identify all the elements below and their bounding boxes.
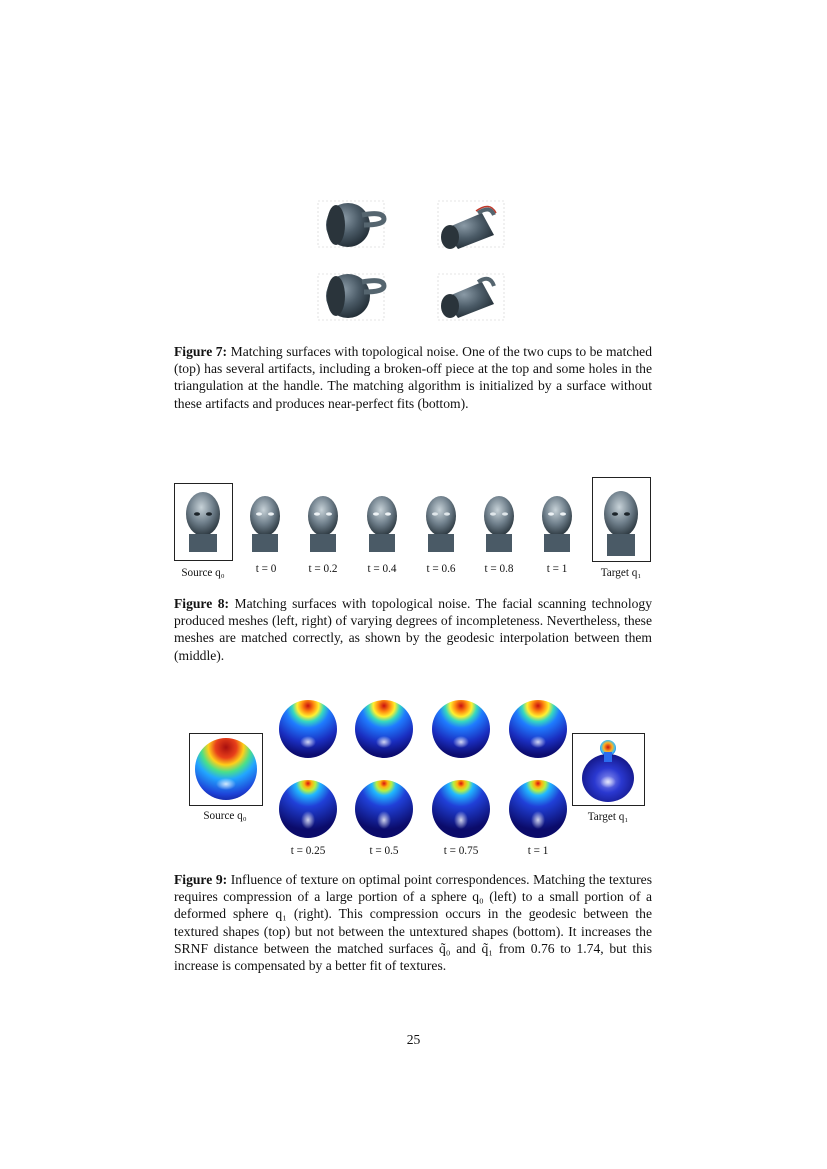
figure-8-source-label: Source q₀ — [181, 567, 225, 579]
sphere-bottom-t05 — [353, 778, 415, 840]
figure-8-text: Matching surfaces with topological noise. The facial scanning technology produced meshes (left, right) of varying degrees of incompleteness. Nevertheless, these meshes are matched correctly, as shown by the geodesic interpolation between them (middle). — [174, 596, 653, 663]
page-number: 25 — [406, 1032, 421, 1047]
figure-8-t-label-1: t = 0.2 — [308, 563, 338, 575]
face-t0 — [244, 490, 286, 554]
figure-8-t-label-5: t = 1 — [546, 563, 568, 575]
face-t02 — [302, 490, 344, 554]
figure-9-caption — [174, 871, 652, 974]
cup-source-top — [312, 195, 392, 255]
face-target-frame — [592, 477, 651, 562]
figure-8-t-label-2: t = 0.4 — [367, 563, 397, 575]
face-source-frame — [174, 483, 233, 561]
figure-9-t-label-1: t = 0.5 — [369, 845, 399, 857]
figure-8-target-label: Target q₁ — [600, 567, 642, 579]
figure-9-source-label: Source q₀ — [203, 810, 247, 822]
cup-source-bottom — [312, 268, 392, 328]
face-t1 — [536, 490, 578, 554]
figure-7-text: Matching surfaces with topological noise. One of the two cups to be matched (top) has several artifacts, including a broken-off piece at the top and some holes in the triangulation at the handle. The matching algorithm is initialized by a surface without these artifacts and produces near-perfect fits (bottom). — [174, 344, 653, 411]
face-t08 — [478, 490, 520, 554]
figure-8-t-label-3: t = 0.6 — [426, 563, 456, 575]
sphere-top-t025 — [277, 698, 339, 760]
figure-9-target-label: Target q₁ — [587, 811, 629, 823]
figure-8-caption — [174, 595, 652, 664]
figure-8-t-label-4: t = 0.8 — [484, 563, 514, 575]
sphere-source-frame — [189, 733, 263, 806]
sphere-top-t1 — [507, 698, 569, 760]
sphere-target-frame — [572, 733, 645, 806]
sphere-bottom-t075 — [430, 778, 492, 840]
figure-8-t-label-0: t = 0 — [255, 563, 277, 575]
sphere-bottom-t1 — [507, 778, 569, 840]
figure-8-label: Figure 8: — [174, 596, 230, 611]
figure-7-label: Figure 7: — [174, 344, 228, 359]
figure-9-text: Influence of texture on optimal point correspondences. Matching the textures requires compression of a large portion of a sphere q₀ (left) to a small portion of a deformed sphere q₁ (right). This compression occurs in the geodesic between the textured shapes (top) but not between the untextured shapes (bottom). It increases the SRNF distance between the matched surfaces q̃₀ and q̃₁ from 0.76 to 1.74, but this increase is compensated by a better fit of textures. — [174, 872, 653, 974]
figure-7-caption — [174, 343, 652, 412]
figure-9-t-label-0: t = 0.25 — [290, 845, 326, 857]
sphere-bottom-t025 — [277, 778, 339, 840]
cup-target-top — [432, 195, 512, 255]
sphere-top-t05 — [353, 698, 415, 760]
cup-target-bottom — [432, 268, 512, 328]
sphere-top-t075 — [430, 698, 492, 760]
figure-9-t-label-2: t = 0.75 — [443, 845, 479, 857]
face-t04 — [361, 490, 403, 554]
face-t06 — [420, 490, 462, 554]
figure-9-t-label-3: t = 1 — [527, 845, 549, 857]
figure-9-label: Figure 9: — [174, 872, 228, 887]
